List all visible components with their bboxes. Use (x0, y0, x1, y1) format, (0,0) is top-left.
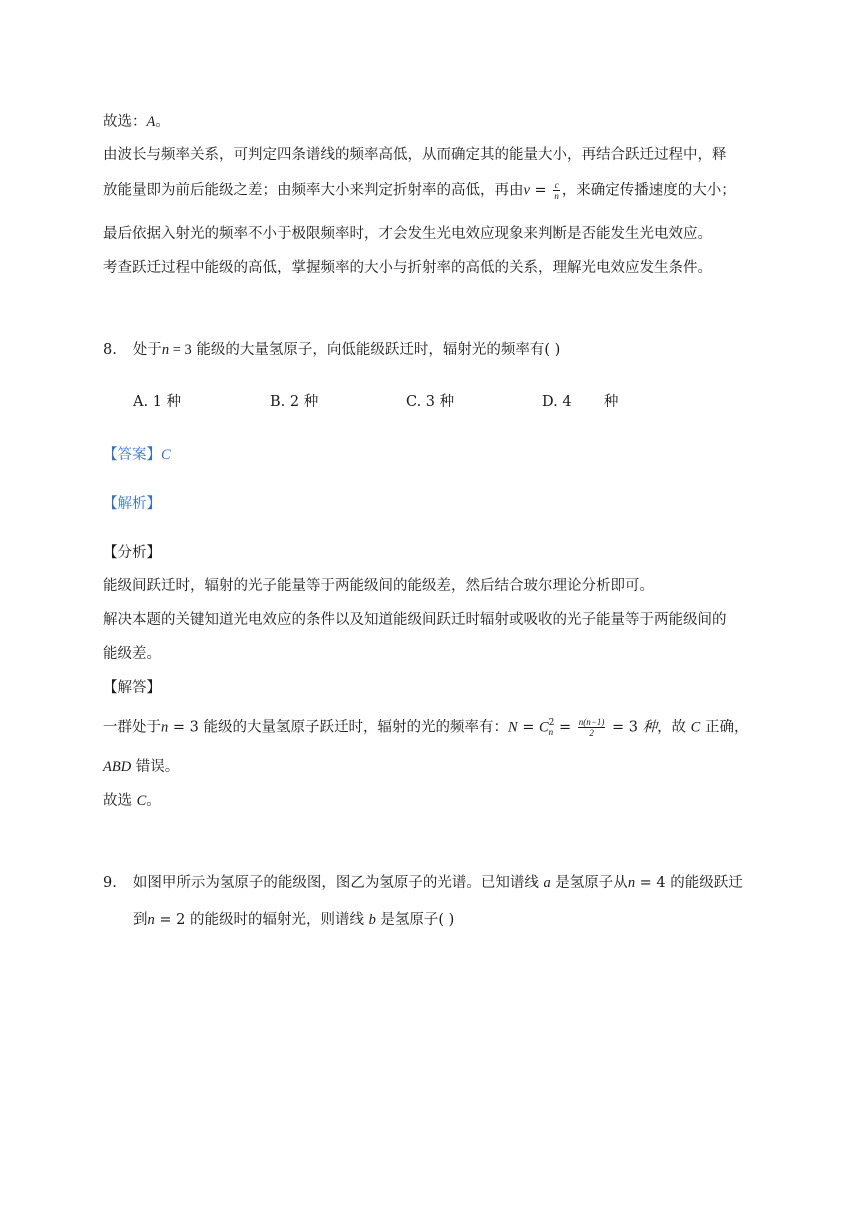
jieda-tag: 【解答】 (103, 680, 161, 696)
answer-letter: C (161, 447, 171, 463)
speed-fraction: $\frac{c}{n}$ (554, 180, 559, 201)
combination-fraction: $\frac{n(n-1)}{2}$ (578, 717, 605, 738)
q8-conclusion: 故选 C。 (103, 793, 161, 809)
q9-stem-line1: 9. 如图甲所示为氢原子的能级图，图乙为氢原子的光谱。已知谱线 a 是氢原子从n = 4 的能级跃迁 (103, 875, 743, 891)
answer-tag: 【答案】 (103, 447, 161, 463)
q7-answer-letter: A (146, 114, 156, 130)
q8-option-d: D. 4 种 (542, 394, 619, 410)
fenxi-line: 能级间跃迁时，辐射的光子能量等于两能级间的能级差，然后结合玻尔理论分析即可。 (103, 578, 654, 594)
q8-answer (103, 445, 171, 465)
q8-number: 8. (103, 342, 117, 358)
q7-summary-line: 考查跃迁过程中能级的高低，掌握频率的大小与折射率的高低的关系，理解光电效应发生条件。 (103, 260, 712, 276)
q8-stem: 8. 处于n = 3 能级的大量氢原子，向低能级跃迁时，辐射光的频率有( ) (103, 342, 561, 358)
q7-explanation-line: 最后依据入射光的频率不小于极限频率时，才会发生光电效应现象来判断是否能发生光电效应。 (103, 226, 712, 242)
analysis-tag: 【解析】 (103, 496, 161, 512)
jieda-line: ABD 错误。 (103, 759, 180, 775)
q7-conclusion: 故选：A。 (103, 114, 170, 130)
q7-explanation-line: 放能量即为前后能级之差；由频率大小来判定折射率的高低，再由v = $\frac{c}{n}$ ，来确定传播速度的大小； (103, 180, 736, 201)
q8-option-c: C. 3 种 (406, 394, 455, 410)
q8-option-a: A. 1 种 (133, 394, 182, 410)
fenxi-line: 解决本题的关键知道光电效应的条件以及知道能级间跃迁时辐射或吸收的光子能量等于两能级间的 (103, 612, 727, 628)
fenxi-line: 能级差。 (103, 646, 161, 662)
q9-stem-line2: 到n = 2 的能级时的辐射光，则谱线 b 是氢原子( ) (133, 912, 455, 928)
q9-number: 9. (103, 875, 117, 891)
jieda-line: 一群处于n = 3 能级的大量氢原子跃迁时，辐射的光的频率有：N = C 2 n = $\frac{n(n-1)}{2}$ = 3 种，故 C 正确， (103, 717, 749, 738)
q7-explanation-line: 由波长与频率关系，可判定四条谱线的频率高低，从而确定其的能量大小，再结合跃迁过程中，释 (103, 147, 727, 163)
q8-option-b: B. 2 种 (270, 394, 319, 410)
fenxi-tag: 【分析】 (103, 545, 161, 561)
